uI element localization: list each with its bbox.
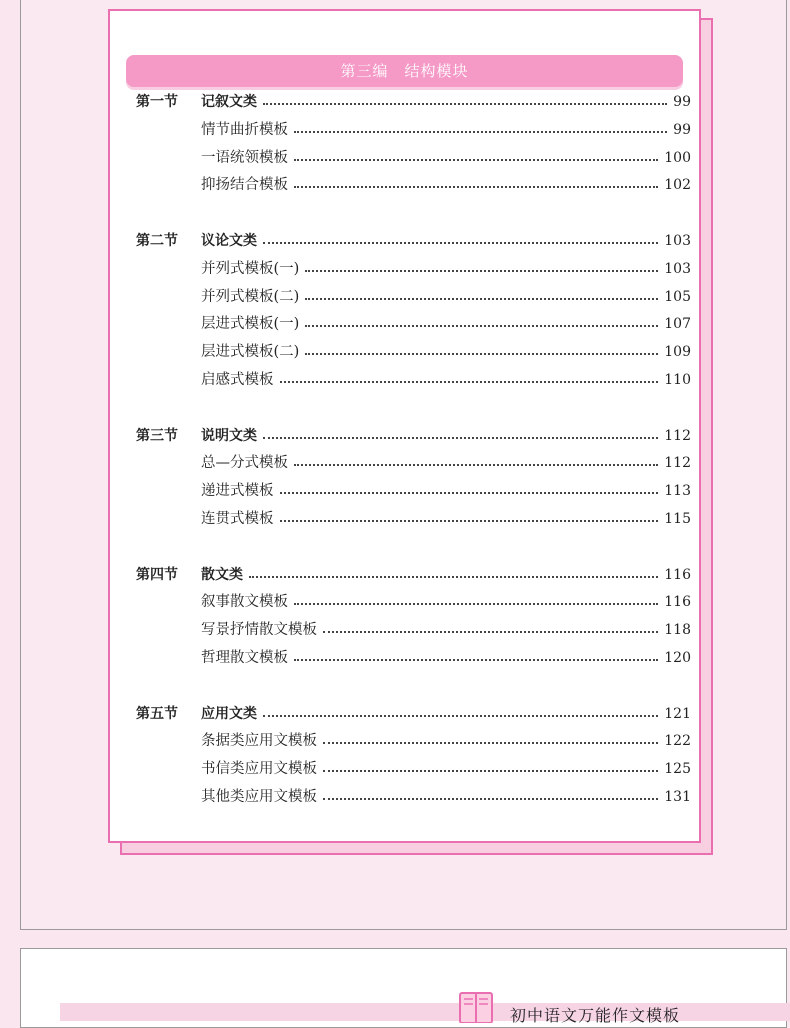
section-number: 第一节	[136, 94, 178, 110]
toc-item-row[interactable]	[201, 508, 691, 530]
item-title: 启感式模板	[201, 372, 274, 388]
section-title: 议论文类	[201, 233, 257, 249]
item-title: 哲理散文模板	[201, 650, 288, 666]
page-number: 110	[664, 372, 691, 388]
section-number: 第三节	[136, 427, 178, 444]
section-title: 应用文类	[201, 705, 257, 722]
dot-leader	[323, 770, 658, 772]
item-title: 并列式模板(一)	[201, 260, 300, 277]
toc-item-row[interactable]	[201, 647, 691, 669]
dot-leader	[280, 492, 659, 494]
toc-item-row[interactable]	[201, 786, 691, 808]
page-number: 121	[664, 705, 691, 722]
section-number: 第四节	[136, 566, 178, 583]
toc-item-row[interactable]	[201, 369, 691, 391]
dot-leader	[305, 298, 658, 300]
page-number: 116	[664, 566, 691, 583]
dot-leader	[323, 742, 658, 744]
toc-section-row[interactable]	[201, 230, 691, 252]
toc-item-row[interactable]	[201, 452, 691, 474]
item-title: 连贯式模板	[201, 511, 274, 527]
dot-leader	[249, 576, 658, 578]
section-number: 第五节	[136, 705, 178, 722]
item-title: 抑扬结合模板	[201, 177, 288, 194]
page-number: 107	[664, 316, 691, 333]
page-number: 109	[664, 344, 691, 361]
dot-leader	[263, 437, 658, 439]
section-title: 散文类	[201, 566, 243, 583]
item-title: 条据类应用文模板	[201, 733, 317, 750]
dot-leader	[305, 353, 658, 355]
dot-leader	[280, 520, 659, 522]
part-banner: 第三编 结构模块	[126, 55, 683, 87]
dot-leader	[323, 631, 658, 633]
dot-leader	[263, 103, 667, 105]
dot-leader	[294, 186, 658, 188]
page-number: 103	[664, 233, 691, 249]
toc-item-row[interactable]	[201, 258, 691, 280]
dot-leader	[294, 131, 667, 133]
page-number: 120	[664, 650, 691, 666]
item-title: 写景抒情散文模板	[201, 622, 317, 639]
item-title: 递进式模板	[201, 483, 274, 500]
item-title: 书信类应用文模板	[201, 761, 317, 778]
toc-item-row[interactable]	[201, 119, 691, 141]
toc-section-row[interactable]	[201, 425, 691, 447]
dot-leader	[294, 603, 658, 605]
page-number: 116	[664, 594, 691, 611]
item-title: 总—分式模板	[201, 455, 288, 472]
book-title: 初中语文万能作文模板	[510, 1006, 681, 1025]
dot-leader	[323, 798, 658, 800]
page-number: 105	[664, 288, 691, 305]
dot-leader	[305, 270, 658, 272]
book-icon	[456, 991, 496, 1023]
dot-leader	[294, 659, 658, 661]
toc-item-row[interactable]	[201, 341, 691, 363]
toc-item-row[interactable]	[201, 591, 691, 613]
page-number: 125	[664, 761, 691, 778]
page-number: 118	[664, 622, 691, 639]
dot-leader	[305, 325, 658, 327]
toc-item-row[interactable]	[201, 147, 691, 169]
item-title: 并列式模板(二)	[201, 288, 300, 305]
page-number: 131	[664, 789, 691, 805]
page-number: 115	[664, 511, 691, 527]
toc-item-row[interactable]	[201, 619, 691, 641]
toc-item-row[interactable]	[201, 758, 691, 780]
toc-item-row[interactable]	[201, 730, 691, 752]
toc-section-row[interactable]	[201, 564, 691, 586]
item-title: 其他类应用文模板	[201, 789, 317, 805]
page-number: 112	[664, 427, 691, 444]
section-number: 第二节	[136, 233, 178, 249]
page-number: 103	[664, 260, 691, 277]
toc-item-row[interactable]	[201, 313, 691, 335]
section-title: 说明文类	[201, 427, 257, 444]
page-number: 99	[673, 94, 691, 110]
dot-leader	[263, 715, 658, 717]
item-title: 叙事散文模板	[201, 594, 288, 611]
item-title: 层进式模板(二)	[201, 344, 300, 361]
dot-leader	[294, 464, 658, 466]
item-title: 一语统领模板	[201, 149, 288, 166]
page-number: 102	[664, 177, 691, 194]
section-title: 记叙文类	[201, 94, 257, 110]
header-strip	[60, 1003, 790, 1021]
item-title: 层进式模板(一)	[201, 316, 300, 333]
item-title: 情节曲折模板	[201, 121, 288, 138]
page-number: 100	[664, 149, 691, 166]
toc-item-row[interactable]	[201, 174, 691, 196]
page-number: 112	[664, 455, 691, 472]
toc-section-row[interactable]	[201, 91, 691, 113]
toc-item-row[interactable]	[201, 286, 691, 308]
dot-leader	[294, 159, 658, 161]
page-number: 113	[664, 483, 691, 500]
toc-section-row[interactable]	[201, 703, 691, 725]
dot-leader	[280, 381, 659, 383]
toc-item-row[interactable]	[201, 480, 691, 502]
dot-leader	[263, 242, 658, 244]
page-number: 122	[664, 733, 691, 750]
page-number: 99	[673, 121, 691, 138]
